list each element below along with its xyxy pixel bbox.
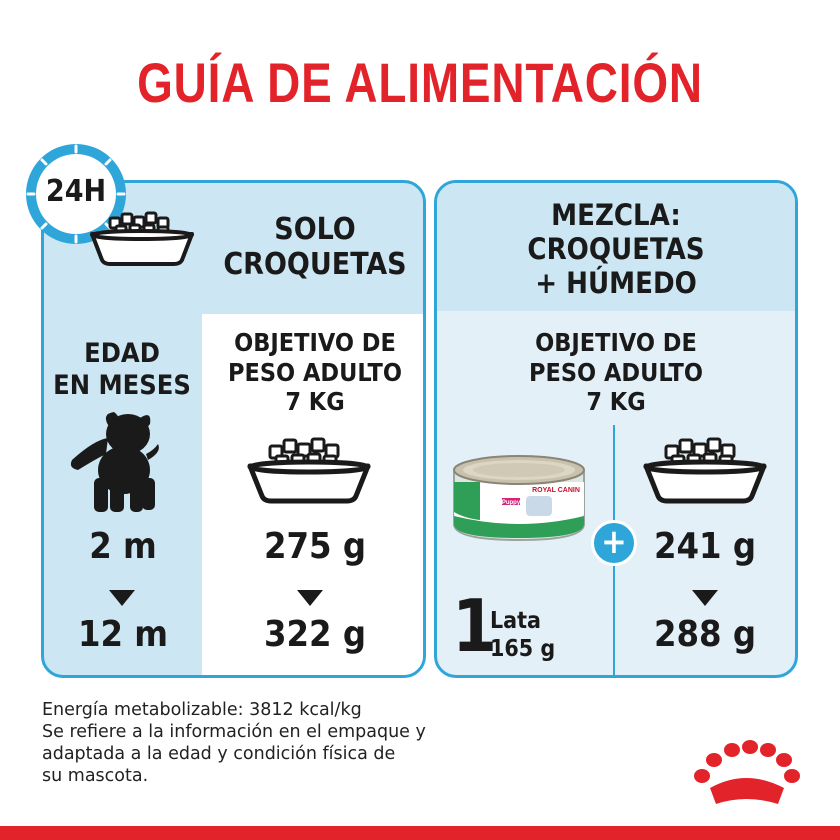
- age-arrow-down-icon: [109, 590, 135, 606]
- right-target-line1: OBJETIVO DE: [535, 328, 697, 357]
- left-amount-arrow-down-icon: [297, 590, 323, 606]
- can-product-text: Puppy: [501, 500, 521, 506]
- right-amount-start: 241 g: [653, 526, 757, 567]
- left-header-line1: SOLO: [274, 212, 356, 247]
- bowl-icon-large: [246, 434, 372, 506]
- left-target-line1: OBJETIVO DE: [234, 328, 396, 357]
- left-header-line2: CROQUETAS: [223, 247, 407, 283]
- footer-line2: Se refiere a la información en el empaque y: [42, 721, 426, 742]
- footer-note: [42, 700, 482, 788]
- footer-line4: su mascota.: [42, 765, 149, 786]
- left-panel-header: [205, 212, 425, 283]
- age-header-line2: EN MESES: [53, 369, 191, 401]
- can-weight: 165 g: [490, 636, 556, 662]
- footer-line1: Energía metabolizable: 3812 kcal/kg: [42, 700, 362, 720]
- left-target-line3: 7 KG: [285, 387, 345, 416]
- plus-icon: +: [591, 520, 637, 566]
- left-target-line2: PESO ADULTO: [228, 357, 402, 387]
- right-amount-end: 288 g: [653, 614, 757, 655]
- right-header-line1: MEZCLA:: [551, 198, 681, 232]
- right-target-weight: [437, 328, 795, 417]
- right-panel-header: [437, 198, 795, 301]
- right-header-line3: + HÚMEDO: [535, 266, 697, 301]
- wet-food-can-image: [450, 448, 588, 544]
- footer-line3: adaptada a la edad y condición física de: [42, 743, 396, 764]
- right-target-line3: 7 KG: [586, 387, 646, 416]
- bowl-icon: [88, 208, 196, 268]
- puppy-silhouette-icon: [66, 408, 166, 518]
- left-target-weight: [205, 328, 425, 417]
- can-unit: Lata: [490, 608, 541, 634]
- age-header-line1: EDAD: [84, 338, 160, 369]
- right-target-line2: PESO ADULTO: [529, 357, 703, 387]
- paw-crown-logo-icon: [690, 738, 802, 812]
- right-header-line2: CROQUETAS: [527, 232, 705, 267]
- bowl-icon-large-right: [642, 434, 768, 506]
- age-start: 2 m: [89, 526, 157, 567]
- can-brand-text: ROYAL CANIN: [532, 487, 580, 494]
- left-amount-end: 322 g: [263, 614, 367, 655]
- age-header: [44, 338, 200, 402]
- can-count: 1: [452, 584, 498, 668]
- left-amount-start: 275 g: [263, 526, 367, 567]
- bottom-accent-bar: [0, 826, 840, 840]
- age-end: 12 m: [77, 614, 169, 655]
- page-title: GUÍA DE ALIMENTACIÓN: [137, 51, 703, 114]
- clock-label: 24H: [45, 174, 107, 209]
- right-amount-arrow-down-icon: [692, 590, 718, 606]
